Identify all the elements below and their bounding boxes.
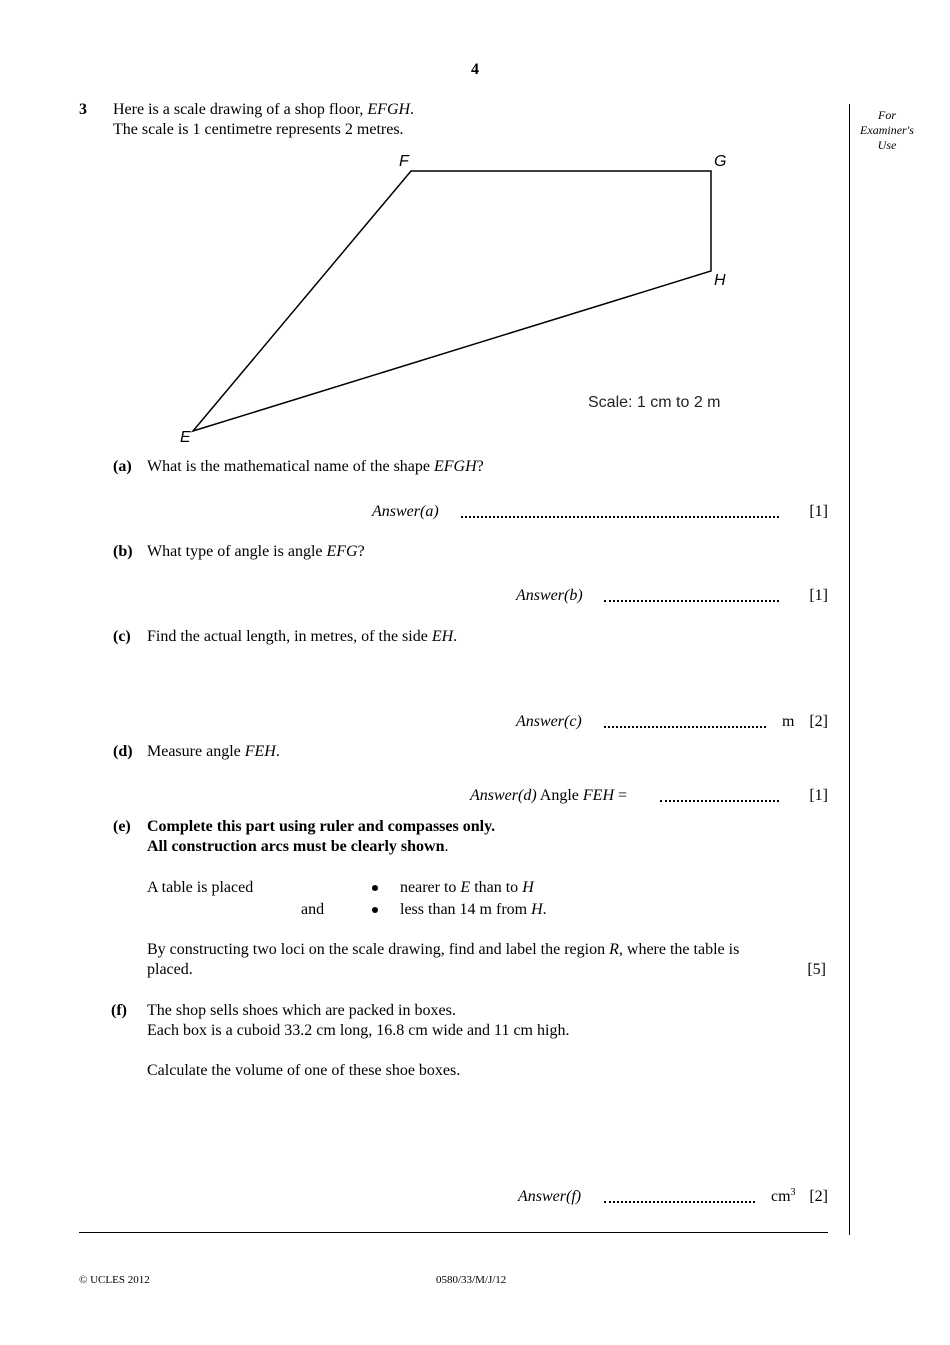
vertex-label-h: H <box>714 272 726 289</box>
condition-2: less than 14 m from H. <box>400 901 547 918</box>
scale-caption: Scale: 1 cm to 2 m <box>588 394 721 411</box>
answer-d-line[interactable] <box>660 800 779 802</box>
part-e-instruction-1: Complete this part using ruler and compasses only. <box>147 818 496 835</box>
footer-paper-code: 0580/33/M/J/12 <box>436 1274 507 1286</box>
footer-copyright: © UCLES 2012 <box>79 1274 150 1286</box>
part-b-label: (b) <box>113 543 133 560</box>
part-c-label: (c) <box>113 628 131 645</box>
answer-d-label: Answer(d) Angle FEH = <box>470 787 628 804</box>
part-e-label: (e) <box>113 818 131 835</box>
part-e-construct-line1: By constructing two loci on the scale drawing, find and label the region R, where the table is <box>147 941 740 958</box>
scale-drawing <box>0 0 950 460</box>
part-f-marks: [2] <box>809 1188 828 1205</box>
examiner-line3: Use <box>877 138 897 152</box>
answer-b-label: Answer(b) <box>516 587 583 604</box>
vertex-label-f: F <box>399 153 409 170</box>
answer-a-line[interactable] <box>461 516 779 518</box>
part-c-marks: [2] <box>809 713 828 730</box>
part-d-question: Measure angle FEH. <box>147 743 280 760</box>
part-b-marks: [1] <box>809 587 828 604</box>
bullet-2 <box>372 907 378 913</box>
answer-f-unit: $cm^3$ <box>771 1187 796 1205</box>
answer-f-line[interactable] <box>604 1201 755 1203</box>
question-intro: Here is a scale drawing of a shop floor, EFGH. <box>113 101 415 118</box>
part-a-question: What is the mathematical name of the shape EFGH? <box>147 458 484 475</box>
part-f-label: (f) <box>111 1002 127 1019</box>
answer-c-line[interactable] <box>604 726 766 728</box>
part-f-line1: The shop sells shoes which are packed in boxes. <box>147 1002 456 1019</box>
answer-a-label: Answer(a) <box>372 503 439 520</box>
examiner-line1: For <box>878 108 896 122</box>
part-e-and: and <box>301 901 325 918</box>
vertex-label-e: E <box>180 429 191 446</box>
part-f-line3: Calculate the volume of one of these shoe boxes. <box>147 1062 461 1079</box>
answer-c-unit: m <box>782 713 795 730</box>
part-e-instruction-2: All construction arcs must be clearly shown. <box>147 838 449 855</box>
answer-f-label: Answer(f) <box>518 1188 582 1205</box>
part-d-marks: [1] <box>809 787 828 804</box>
answer-b-line[interactable] <box>604 600 779 602</box>
part-f-line2: Each box is a cuboid 33.2 cm long, 16.8 cm wide and 11 cm high. <box>147 1022 570 1039</box>
answer-c-label: Answer(c) <box>516 713 582 730</box>
part-c-question: Find the actual length, in metres, of the side EH. <box>147 628 458 645</box>
part-e-table-text: A table is placed <box>147 879 254 896</box>
part-e-marks: [5] <box>807 961 826 978</box>
part-d-label: (d) <box>113 743 133 760</box>
bullet-1 <box>372 885 378 891</box>
shape-efgh <box>193 171 711 431</box>
part-b-question: What type of angle is angle EFG? <box>147 543 365 560</box>
scale-statement: The scale is 1 centimetre represents 2 metres. <box>113 121 404 138</box>
condition-1: nearer to E than to H <box>400 879 534 896</box>
examiner-line2: Examiner's <box>860 123 914 137</box>
vertex-label-g: G <box>714 153 727 170</box>
question-number: 3 <box>79 101 87 118</box>
part-a-label: (a) <box>113 458 132 475</box>
page-number: 4 <box>471 61 479 78</box>
part-e-construct-line2: placed. <box>147 961 193 978</box>
part-a-marks: [1] <box>809 503 828 520</box>
footer-rule <box>79 1232 828 1233</box>
